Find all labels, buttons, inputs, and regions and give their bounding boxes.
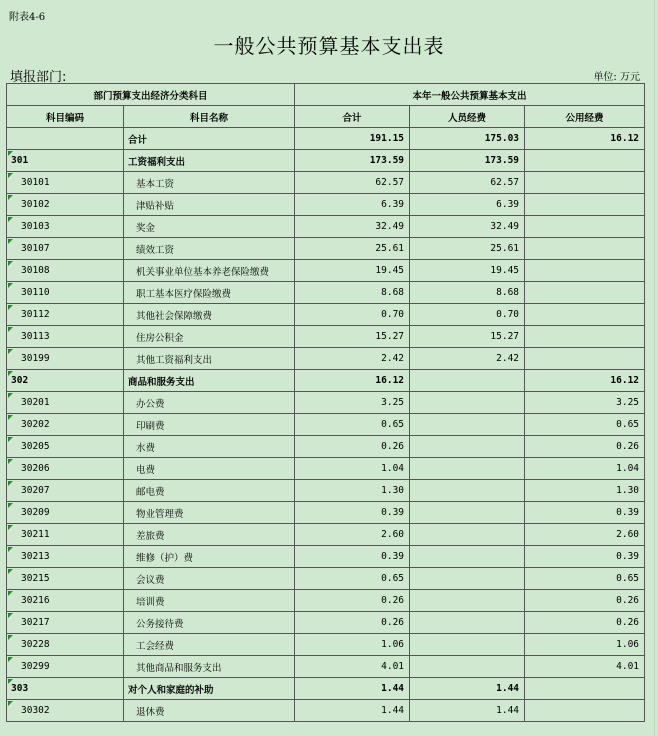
cell-name[interactable]: 奖金 [124,216,295,238]
cell-personnel[interactable]: 175.03 [410,128,525,150]
cell-public[interactable] [525,238,645,260]
cell-name[interactable]: 公务接待费 [124,612,295,634]
text-number-indicator-icon [8,547,13,552]
cell-personnel[interactable] [410,524,525,546]
table-row [7,392,645,414]
cell-total[interactable]: 62.57 [295,172,410,194]
cell-public[interactable]: 4.01 [525,656,645,678]
table-row [7,700,645,722]
table-row [7,348,645,370]
table-row [7,216,645,238]
cell-total[interactable]: 19.45 [295,260,410,282]
table-row [7,458,645,480]
cell-public[interactable]: 0.26 [525,436,645,458]
cell-public[interactable]: 0.39 [525,502,645,524]
cell-total[interactable]: 0.39 [295,546,410,568]
cell-code[interactable]: 30101 [7,172,124,194]
text-number-indicator-icon [8,371,13,376]
text-number-indicator-icon [8,679,13,684]
text-number-indicator-icon [8,151,13,156]
cell-code[interactable]: 30211 [7,524,124,546]
text-number-indicator-icon [8,591,13,596]
table-row [7,414,645,436]
cell-personnel[interactable]: 173.59 [410,150,525,172]
header-name[interactable]: 科目名称 [124,106,295,128]
cell-code[interactable]: 30216 [7,590,124,612]
header-col-row [7,106,645,128]
cell-personnel[interactable]: 1.44 [410,700,525,722]
cell-total[interactable]: 0.39 [295,502,410,524]
table-row [7,282,645,304]
cell-public[interactable] [525,260,645,282]
cell-personnel[interactable] [410,568,525,590]
table-row [7,326,645,348]
cell-code[interactable]: 30110 [7,282,124,304]
cell-name[interactable]: 办公费 [124,392,295,414]
table-row [7,304,645,326]
text-number-indicator-icon [8,327,13,332]
cell-name[interactable]: 职工基本医疗保险缴费 [124,282,295,304]
cell-code[interactable]: 30217 [7,612,124,634]
text-number-indicator-icon [8,217,13,222]
cell-total[interactable]: 173.59 [295,150,410,172]
cell-total[interactable]: 191.15 [295,128,410,150]
header-code[interactable]: 科目编码 [7,106,124,128]
cell-personnel[interactable] [410,612,525,634]
text-number-indicator-icon [8,613,13,618]
cell-public[interactable]: 16.12 [525,370,645,392]
table-row [7,260,645,282]
table-row [7,238,645,260]
cell-personnel[interactable] [410,480,525,502]
cell-public[interactable]: 0.39 [525,546,645,568]
cell-personnel[interactable]: 2.42 [410,348,525,370]
text-number-indicator-icon [8,437,13,442]
cell-code[interactable]: 30107 [7,238,124,260]
cell-name[interactable]: 商品和服务支出 [124,370,295,392]
cell-total[interactable]: 16.12 [295,370,410,392]
cell-personnel[interactable]: 62.57 [410,172,525,194]
cell-code[interactable]: 302 [7,370,124,392]
cell-code[interactable]: 30302 [7,700,124,722]
cell-personnel[interactable] [410,546,525,568]
cell-personnel[interactable]: 19.45 [410,260,525,282]
table-row [7,502,645,524]
cell-name[interactable]: 邮电费 [124,480,295,502]
cell-total[interactable]: 1.04 [295,458,410,480]
cell-public[interactable] [525,326,645,348]
cell-personnel[interactable]: 0.70 [410,304,525,326]
page-title: 一般公共预算基本支出表 [213,34,445,58]
cell-code[interactable]: 30213 [7,546,124,568]
cell-total[interactable]: 0.65 [295,568,410,590]
cell-public[interactable]: 16.12 [525,128,645,150]
table-row [7,656,645,678]
header-group-left[interactable]: 部门预算支出经济分类科目 [7,84,295,106]
cell-name[interactable]: 工会经费 [124,634,295,656]
cell-personnel[interactable]: 25.61 [410,238,525,260]
table-row [7,436,645,458]
cell-total[interactable]: 2.60 [295,524,410,546]
cell-name[interactable]: 物业管理费 [124,502,295,524]
text-number-indicator-icon [8,635,13,640]
cell-public[interactable]: 0.26 [525,590,645,612]
cell-name[interactable]: 基本工资 [124,172,295,194]
cell-name[interactable]: 住房公积金 [124,326,295,348]
cell-code[interactable]: 30228 [7,634,124,656]
cell-total[interactable]: 1.44 [295,678,410,700]
cell-name[interactable]: 工资福利支出 [124,150,295,172]
text-number-indicator-icon [8,657,13,662]
cell-public[interactable] [525,194,645,216]
text-number-indicator-icon [8,415,13,420]
cell-personnel[interactable]: 6.39 [410,194,525,216]
cell-public[interactable] [525,216,645,238]
cell-name[interactable]: 维修（护）费 [124,546,295,568]
cell-public[interactable] [525,348,645,370]
cell-public[interactable]: 0.26 [525,612,645,634]
cell-total[interactable]: 2.42 [295,348,410,370]
cell-code[interactable]: 30209 [7,502,124,524]
table-row [7,568,645,590]
text-number-indicator-icon [8,481,13,486]
expenditure-table [6,83,645,722]
cell-personnel[interactable]: 15.27 [410,326,525,348]
table-row [7,480,645,502]
cell-name[interactable]: 水费 [124,436,295,458]
cell-personnel[interactable]: 32.49 [410,216,525,238]
cell-public[interactable] [525,150,645,172]
cell-name[interactable]: 合计 [124,128,295,150]
header-group-right[interactable]: 本年一般公共预算基本支出 [295,84,645,106]
text-number-indicator-icon [8,701,13,706]
sheet-edge [654,0,655,736]
cell-name[interactable]: 电费 [124,458,295,480]
text-number-indicator-icon [8,195,13,200]
cell-total[interactable]: 4.01 [295,656,410,678]
cell-personnel[interactable] [410,590,525,612]
cell-personnel[interactable] [410,634,525,656]
table-row [7,524,645,546]
cell-public[interactable] [525,678,645,700]
cell-total[interactable]: 1.30 [295,480,410,502]
table-row [7,546,645,568]
cell-name[interactable]: 差旅费 [124,524,295,546]
cell-personnel[interactable]: 1.44 [410,678,525,700]
table-row [7,194,645,216]
cell-total[interactable]: 1.44 [295,700,410,722]
text-number-indicator-icon [8,525,13,530]
cell-personnel[interactable] [410,414,525,436]
header-personnel[interactable]: 人员经费 [410,106,525,128]
cell-code[interactable]: 30205 [7,436,124,458]
cell-personnel[interactable]: 8.68 [410,282,525,304]
cell-total[interactable]: 0.65 [295,414,410,436]
cell-name[interactable]: 退休费 [124,700,295,722]
cell-code[interactable]: 303 [7,678,124,700]
cell-public[interactable]: 1.04 [525,458,645,480]
cell-code[interactable]: 30207 [7,480,124,502]
cell-code[interactable]: 30112 [7,304,124,326]
cell-public[interactable]: 0.65 [525,568,645,590]
cell-code[interactable]: 30202 [7,414,124,436]
text-number-indicator-icon [8,261,13,266]
cell-name[interactable]: 其他工资福利支出 [124,348,295,370]
cell-name[interactable]: 印刷费 [124,414,295,436]
cell-name[interactable]: 其他社会保障缴费 [124,304,295,326]
cell-name[interactable]: 机关事业单位基本养老保险缴费 [124,260,295,282]
cell-total[interactable]: 8.68 [295,282,410,304]
cell-name[interactable]: 培训费 [124,590,295,612]
cell-code[interactable] [7,128,124,150]
unit-label: 单位: 万元 [593,72,640,83]
text-number-indicator-icon [8,503,13,508]
header-total[interactable]: 合计 [295,106,410,128]
cell-code[interactable]: 30113 [7,326,124,348]
cell-name[interactable]: 会议费 [124,568,295,590]
text-number-indicator-icon [8,393,13,398]
header-public[interactable]: 公用经费 [525,106,645,128]
cell-total[interactable]: 1.06 [295,634,410,656]
cell-name[interactable]: 其他商品和服务支出 [124,656,295,678]
cell-public[interactable] [525,304,645,326]
text-number-indicator-icon [8,349,13,354]
header-group-row [7,84,645,106]
table-row [7,128,645,150]
cell-total[interactable]: 0.26 [295,612,410,634]
cell-public[interactable]: 2.60 [525,524,645,546]
cell-code[interactable]: 30201 [7,392,124,414]
cell-code[interactable]: 30206 [7,458,124,480]
table-row [7,590,645,612]
text-number-indicator-icon [8,173,13,178]
cell-public[interactable]: 1.30 [525,480,645,502]
cell-total[interactable]: 3.25 [295,392,410,414]
cell-personnel[interactable] [410,502,525,524]
cell-public[interactable]: 3.25 [525,392,645,414]
cell-code[interactable]: 30108 [7,260,124,282]
cell-personnel[interactable] [410,656,525,678]
table-row [7,150,645,172]
cell-code[interactable]: 30299 [7,656,124,678]
table-row [7,172,645,194]
cell-total[interactable]: 6.39 [295,194,410,216]
cell-public[interactable] [525,700,645,722]
cell-total[interactable]: 0.26 [295,436,410,458]
table-row [7,612,645,634]
cell-code[interactable]: 30103 [7,216,124,238]
cell-total[interactable]: 0.70 [295,304,410,326]
cell-total[interactable]: 15.27 [295,326,410,348]
text-number-indicator-icon [8,569,13,574]
cell-personnel[interactable] [410,436,525,458]
cell-personnel[interactable] [410,458,525,480]
attachment-label: 附表4-6 [9,12,46,23]
text-number-indicator-icon [8,283,13,288]
cell-code[interactable]: 301 [7,150,124,172]
cell-public[interactable] [525,282,645,304]
cell-name[interactable]: 绩效工资 [124,238,295,260]
cell-total[interactable]: 0.26 [295,590,410,612]
table-row [7,370,645,392]
cell-name[interactable]: 津贴补贴 [124,194,295,216]
cell-code[interactable]: 30199 [7,348,124,370]
cell-code[interactable]: 30102 [7,194,124,216]
cell-total[interactable]: 32.49 [295,216,410,238]
cell-total[interactable]: 25.61 [295,238,410,260]
text-number-indicator-icon [8,239,13,244]
cell-personnel[interactable] [410,370,525,392]
cell-code[interactable]: 30215 [7,568,124,590]
cell-public[interactable] [525,172,645,194]
cell-public[interactable]: 0.65 [525,414,645,436]
table-row [7,634,645,656]
cell-personnel[interactable] [410,392,525,414]
text-number-indicator-icon [8,305,13,310]
text-number-indicator-icon [8,459,13,464]
cell-name[interactable]: 对个人和家庭的补助 [124,678,295,700]
dept-label: 填报部门: [10,70,67,85]
table-row [7,678,645,700]
cell-public[interactable]: 1.06 [525,634,645,656]
